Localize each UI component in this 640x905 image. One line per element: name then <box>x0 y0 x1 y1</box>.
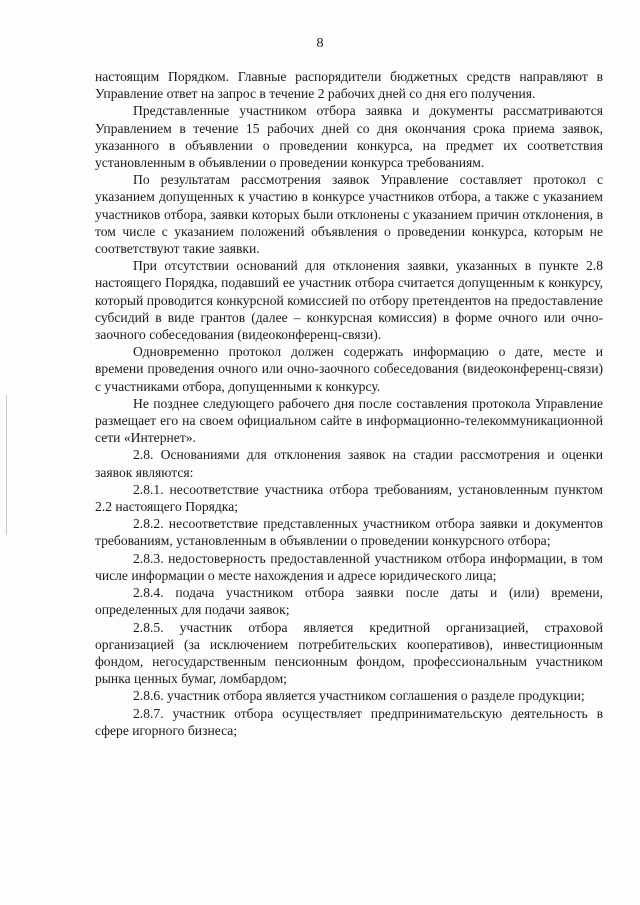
clause-2-8-5: 2.8.5. участник отбора является кредитной организацией, страховой организацией (за исключением потребительских кооперативов), инвестиционным фондом, негосударственным пенсионным фондом, профессиональным участником рынка ценных бумаг, ломбардом; <box>95 619 603 687</box>
clause-2-8: 2.8. Основаниями для отклонения заявок на стадии рассмотрения и оценки заявок являются: <box>95 447 603 480</box>
document-body <box>95 68 603 739</box>
clause-2-8-2: 2.8.2. несоответствие представленных участником отбора заявки и документов требованиям, установленным в объявлении о проведении конкурсного отбора; <box>95 516 603 549</box>
clause-2-8-4: 2.8.4. подача участником отбора заявки после даты и (или) времени, определенных для подачи заявок; <box>95 585 603 618</box>
paragraph-admission: При отсутствии оснований для отклонения заявки, указанных в пункте 2.8 настоящего Порядка, подавший ее участник отбора считается допущенным к конкурсу, который проводится конкурсной комиссией по отбору претендентов на предоставление субсидий в виде грантов (далее – конкурсная комиссия) в форме очного или очно-заочного собеседования (видеоконференц-связи). <box>95 258 603 343</box>
clause-2-8-6: 2.8.6. участник отбора является участником соглашения о разделе продукции; <box>133 688 585 704</box>
scan-edge-mark <box>6 395 7 535</box>
clause-2-8-3: 2.8.3. недостоверность предоставленной участником отбора информации, в том числе информации о месте нахождения и адресе юридического лица; <box>95 550 603 583</box>
paragraph-protocol: По результатам рассмотрения заявок Управление составляет протокол с указанием допущенных к участию в конкурсе участников отбора, а также с указанием участников отбора, заявки которых были отклонены с указанием причин отклонения, в том числе с указанием положений объявления о проведении конкурса, которым не соответствуют такие заявки. <box>95 172 603 257</box>
paragraph-publication: Не позднее следующего рабочего дня после составления протокола Управление размещает его на своем официальном сайте в информационно-телекоммуникационной сети «Интернет». <box>95 395 603 446</box>
paragraph-continuation: настоящим Порядком. Главные распорядители бюджетных средств направляют в Управление ответ на запрос в течение 2 рабочих дней со дня его получения. <box>95 69 603 102</box>
paragraph-review-period: Представленные участником отбора заявка и документы рассматриваются Управлением в течение 15 рабочих дней со дня окончания срока приема заявок, указанного в объявлении о проведении конкурса, на предмет их соответствия установленным в объявлении о проведении конкурса требованиям. <box>95 103 603 171</box>
clause-2-8-7: 2.8.7. участник отбора осуществляет предпринимательскую деятельность в сфере игорного бизнеса; <box>95 705 603 738</box>
clause-2-8-1: 2.8.1. несоответствие участника отбора требованиям, установленным пунктом 2.2 настоящего Порядка; <box>95 481 603 515</box>
paragraph-protocol-info: Одновременно протокол должен содержать информацию о дате, месте и времени проведения очного или очно-заочного собеседования (видеоконференц-связи) с участниками отбора, допущенными к конкурсу. <box>95 344 603 394</box>
page-number: 8 <box>316 36 324 51</box>
